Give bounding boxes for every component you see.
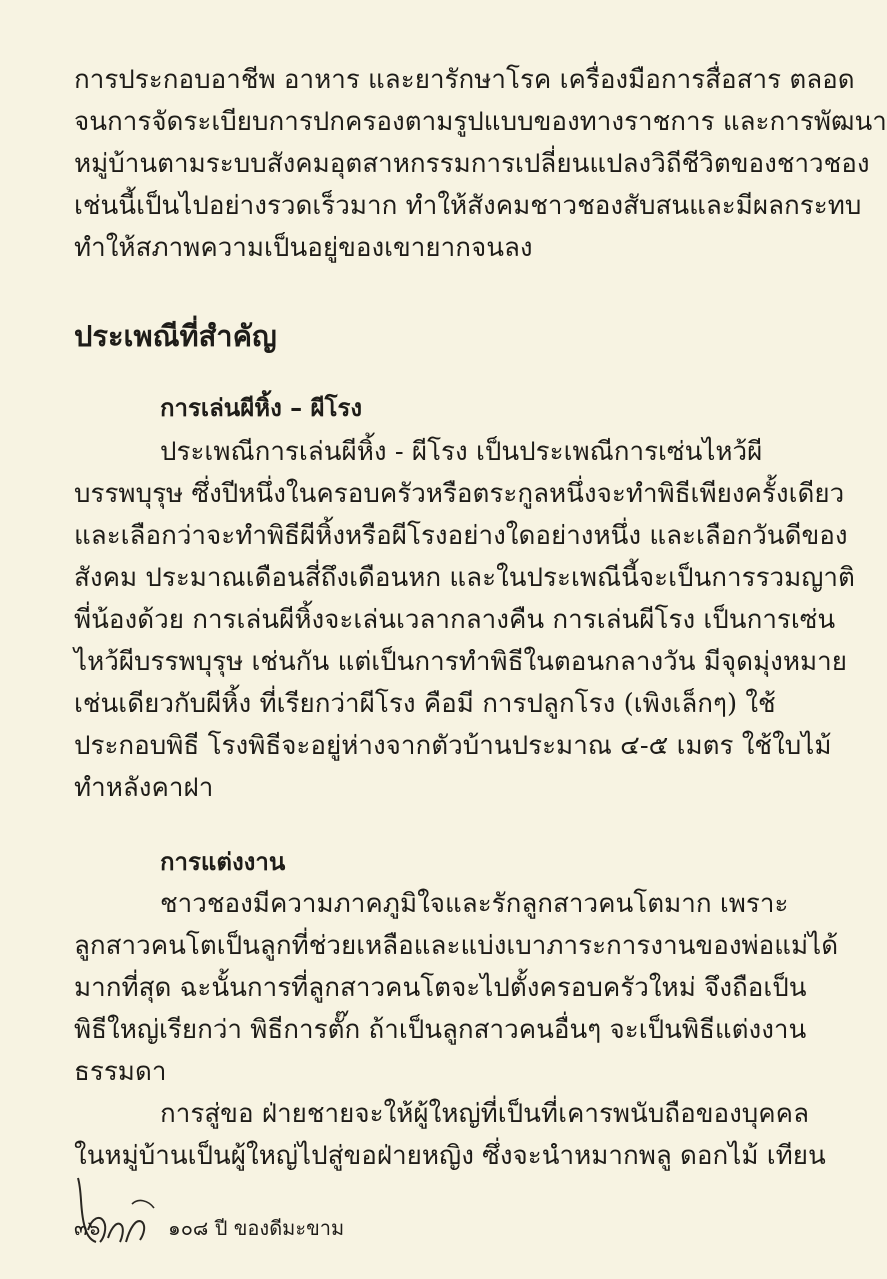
text-line: ในหมู่บ้านเป็นผู้ใหญ่ไปสู่ขอฝ่ายหญิง ซึ่งจะนำหมากพลู ดอกไม้ เทียน [74,1141,826,1171]
text-line: บรรพบุรุษ ซึ่งปีหนึ่งในครอบครัวหรือตระกูลหนึ่งจะทำพิธีเพียงครั้งเดียว [74,479,845,509]
text-line: ชาวชองมีความภาคภูมิใจและรักลูกสาวคนโตมาก เพราะ [160,889,789,919]
text-line: หมู่บ้านตามระบบสังคมอุตสาหกรรมการเปลี่ยนแปลงวิถีชีวิตของชาวชอง [74,149,870,179]
text-line: ประเพณีการเล่นผีหิ้ง - ผีโรง เป็นประเพณีการเซ่นไหว้ผี [160,437,763,467]
section-heading: ประเพณีที่สำคัญ [74,319,277,353]
text-line: เช่นเดียวกับผีหิ้ง ที่เรียกว่าผีโรง คือมี การปลูกโรง (เพิงเล็กๆ) ใช้ [74,689,776,719]
text-line: ประกอบพิธี โรงพิธีจะอยู่ห่างจากตัวบ้านประมาณ ๔-๕ เมตร ใช้ใบไม้ [74,731,832,761]
text-line: จนการจัดระเบียบการปกครองตามรูปแบบของทางราชการ และการพัฒนา [74,107,887,137]
running-footer-title: ๑๐๘ ปี ของดีมะขาม [168,1216,345,1240]
text-line: มากที่สุด ฉะนั้นการที่ลูกสาวคนโตจะไปตั้งครอบครัวใหม่ จึงถือเป็น [74,973,807,1003]
subsection-title: การเล่นผีหิ้ง – ผีโรง [160,394,363,422]
text-line: และเลือกว่าจะทำพิธีผีหิ้งหรือผีโรงอย่างใดอย่างหนึ่ง และเลือกวันดีของ [74,521,848,551]
text-line: ไหว้ผีบรรพบุรุษ เช่นกัน แต่เป็นการทำพิธีในตอนกลางวัน มีจุดมุ่งหมาย [74,647,847,677]
text-line: ทำให้สภาพความเป็นอยู่ของเขายากจนลง [74,233,533,263]
text-line: สังคม ประมาณเดือนสี่ถึงเดือนหก และในประเพณีนี้จะเป็นการรวมญาติ [74,563,855,593]
text-line: การสู่ขอ ฝ่ายชายจะให้ผู้ใหญ่ที่เป็นที่เคารพนับถือของบุคคล [160,1099,809,1129]
text-line: ลูกสาวคนโตเป็นลูกที่ช่วยเหลือและแบ่งเบาภาระการงานของพ่อแม่ได้ [74,931,839,961]
text-line: เช่นนี้เป็นไปอย่างรวดเร็วมาก ทำให้สังคมชาวชองสับสนและมีผลกระทบ [74,191,862,221]
text-line: การประกอบอาชีพ อาหาร และยารักษาโรค เครื่องมือการสื่อสาร ตลอด [74,65,855,95]
text-line: พิธีใหญ่เรียกว่า พิธีการตั๊ก ถ้าเป็นลูกสาวคนอื่นๆ จะเป็นพิธีแต่งงาน [74,1015,807,1045]
page-number: ๓๖ [74,1216,101,1240]
text-line: พี่น้องด้วย การเล่นผีหิ้งจะเล่นเวลากลางคืน การเล่นผีโรง เป็นการเซ่น [74,605,836,635]
text-line: ทำหลังคาฝา [74,773,214,803]
subsection-title: การแต่งงาน [160,848,286,876]
text-line: ธรรมดา [74,1057,167,1087]
